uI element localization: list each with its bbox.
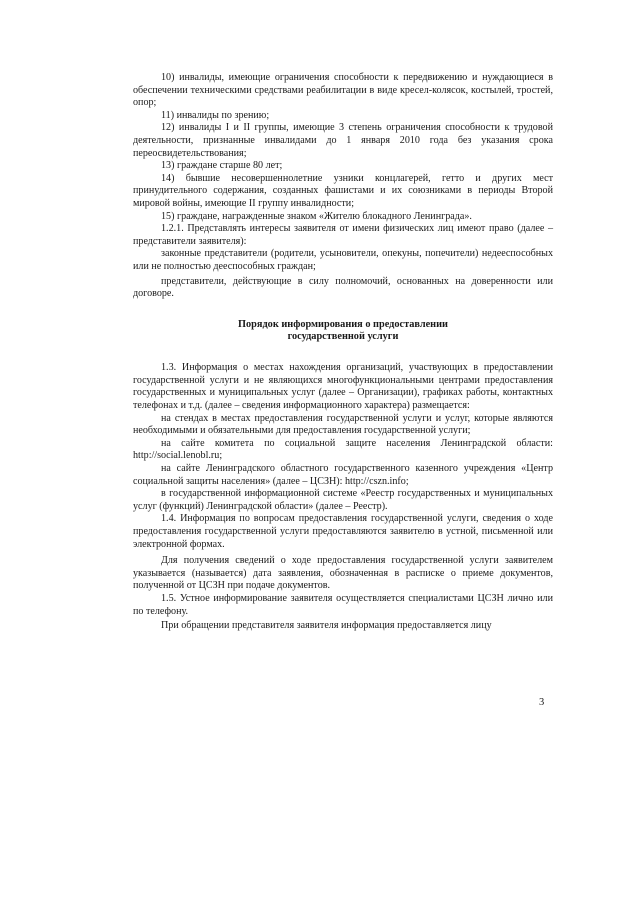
list-item-13: 13) граждане старше 80 лет;	[161, 160, 283, 172]
paragraph-1-3: 1.3. Информация о местах нахождения организаций, участвующих в предоставлении государственной услуги и не являющихся многофункциональными центрами предоставления государственных и муниципальных услуг (далее – Организации), графиках работы, контактных телефонах и т.д. (далее – сведения информационного характера) размещается:	[133, 362, 553, 412]
paragraph-1-2-1: 1.2.1. Представлять интересы заявителя от имени физических лиц имеют право (далее – представители заявителя):	[133, 223, 553, 247]
page-number: 3	[539, 697, 545, 708]
list-item-15: 15) граждане, награжденные знаком «Жителю блокадного Ленинграда».	[161, 210, 472, 222]
representatives-authorized: представители, действующие в силу полномочий, основанных на доверенности или договоре.	[133, 275, 553, 300]
place-stands: на стендах в местах предоставления государственной услуги и услуг, которые являются необходимыми и обязательными для предоставления государственной услуги;	[133, 412, 553, 437]
paragraph-contact: При обращении представителя заявителя информация предоставляется лицу	[161, 620, 492, 632]
place-cszn-site: на сайте Ленинградского областного государственного казенного учреждения «Центр социальной защиты населения» (далее – ЦСЗН): http://cszn.info;	[133, 463, 553, 487]
section-heading-line-1: Порядок информирования о предоставлении	[238, 318, 448, 330]
section-heading	[133, 319, 553, 345]
place-registry: в государственной информационной системе «Реестр государственных и муниципальных услуг (функций) Ленинградской области» (далее – Реестр).	[133, 488, 553, 512]
list-item-10: 10) инвалиды, имеющие ограничения способности к передвижению и нуждающиеся в обеспечении техническими средствами реабилитации в виде кресел-колясок, костылей, тростей, опор;	[133, 72, 553, 109]
page-body	[133, 72, 553, 633]
paragraph-receipt: Для получения сведений о ходе предоставления государственной услуги заявителем указывается (называется) дата заявления, обозначенная в расписке о приеме документов, полученной от ЦСЗН при подаче документов.	[133, 555, 553, 592]
place-committee-site: на сайте комитета по социальной защите населения Ленинградской области: http://social.lenobl.ru;	[133, 437, 553, 462]
paragraph-1-5: 1.5. Устное информирование заявителя осуществляется специалистами ЦСЗН лично или по телефону.	[133, 592, 553, 617]
paragraph-1-4: 1.4. Информация по вопросам предоставления государственной услуги, сведения о ходе предоставления государственной услуги предоставляются заявителю в устной, письменной или электронной формах.	[133, 513, 553, 550]
list-item-12: 12) инвалиды I и II группы, имеющие 3 степень ограничения способности к трудовой деятельности, признанные инвалидами до 1 января 2010 года без указания срока переосвидетельствования;	[133, 122, 553, 159]
representatives-legal: законные представители (родители, усыновители, опекуны, попечители) недееспособных или не полностью дееспособных граждан;	[133, 248, 553, 272]
list-item-14: 14) бывшие несовершеннолетние узники концлагерей, гетто и других мест принудительного содержания, созданных фашистами и их союзниками в периоды Второй мировой войны, имеющие II группу инвалидности;	[133, 172, 553, 209]
section-heading-line-2: государственной услуги	[287, 331, 399, 343]
list-item-11: 11) инвалиды по зрению;	[161, 109, 270, 121]
